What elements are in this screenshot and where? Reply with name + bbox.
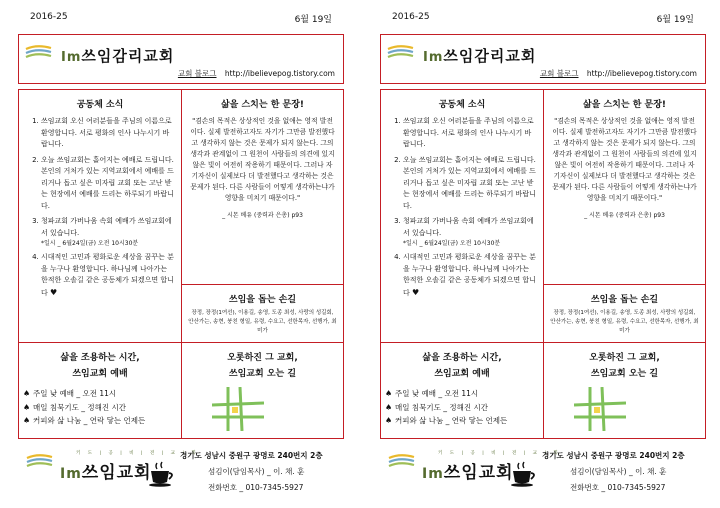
issue-number: 2016-25 xyxy=(392,12,430,22)
header-box xyxy=(380,34,706,84)
sentence-quote: "겸손의 목적은 상상적인 것을 없애는 영적 발전이다. 실제 발전하고자도 자기가 그만큼 발전했다고 생각하지 않는 것은 문제가 되지 않는다. 그의 생각과 관계없이 그 원천이 사람들의 의견에 있지 않은 빛이 여전히 작용하기 때문이다. 그러나 자기자신이 실제보다 더 발전했다고 생각하는 것은 문제가 된다. 다른 사람들이 어떻게 생각하는냐가 영향을 미치기 때문이다." xyxy=(552,117,697,202)
news-item: 4. 시대적인 고민과 평화로운 세상을 꿈꾸는 분을 누구나 환영합니다. 하나님께 나아가는 한적한 오솔길 같은 공동체가 되겠으면 합니다 ♥ xyxy=(403,252,537,299)
sentence-source: _ 시몬 베유 (중력과 은총) p93 xyxy=(584,212,665,219)
top-line xyxy=(362,12,712,26)
news-item: 3. 청파교회 가버나움 속회 예배가 쓰임교회에서 있습니다. *일시 _ 6월24일(금) 오전 10시30분 xyxy=(41,216,175,248)
church-address: 경기도 성남시 중원구 광명로 240번지 2층 xyxy=(542,451,685,460)
blog-line xyxy=(540,68,697,79)
schedule-item: ♠ 주일 낮 예배 _ 오전 11시 xyxy=(385,387,543,401)
sentence-box xyxy=(181,89,344,285)
bulletin-page-left xyxy=(0,0,350,508)
news-item: 4. 시대적인 고민과 평화로운 세상을 꿈꾸는 분을 누구나 환영합니다. 하나님께 나아가는 한적한 오솔길 같은 공동체가 되겠으면 합니다 ♥ xyxy=(41,252,175,299)
schedule-item: ♠ 매일 침묵기도 _ 정해진 시간 xyxy=(385,401,543,415)
helpers-box xyxy=(543,284,706,343)
news-item: 2. 오늘 쓰임교회는 흩어지는 예배로 드립니다. 본인의 거처가 있는 지역교회에서 예배를 드리거나 돕고 싶은 미자립 교회 또는 고난 받는 현장에서 예배를 드리는 하루되기 바랍니다. xyxy=(41,155,175,213)
spade-icon: ♠ xyxy=(23,389,31,398)
heart-icon: ♥ xyxy=(412,287,420,297)
spade-icon: ♠ xyxy=(23,416,31,425)
schedule-item: ♠ 커피와 삶 나눔 _ 연락 닿는 언제든 xyxy=(385,414,543,428)
blog-line xyxy=(178,68,335,79)
directions-subtitle: 쓰임교회 오는 길 xyxy=(590,369,659,379)
coffee-cup-icon xyxy=(148,460,176,488)
header-box xyxy=(18,34,344,84)
title-im: Im xyxy=(61,50,82,65)
news-title: 공동체 소식 xyxy=(438,100,486,110)
news-item-sub: *일시 _ 6월24일(금) 오전 10시30분 xyxy=(403,240,501,247)
coffee-cup-icon xyxy=(510,460,538,488)
issue-date: 6월 19일 xyxy=(656,15,694,25)
pastor-name: 섬김이(담임목사) _ 이. 채. 훈 xyxy=(570,467,667,476)
blog-label: 교회 블로그 xyxy=(177,69,217,78)
map-icon xyxy=(574,387,626,431)
spade-icon: ♠ xyxy=(385,402,393,412)
news-list xyxy=(381,116,543,299)
worship-title: 삶을 조용하는 시간, xyxy=(422,353,502,363)
top-line xyxy=(0,12,350,26)
worship-title: 삶을 조용하는 시간, xyxy=(60,353,140,363)
schedule-item: ♠ 매일 침묵기도 _ 정해진 시간 xyxy=(23,401,181,415)
footer-logo-icon xyxy=(26,452,60,472)
news-item-sub: *일시 _ 6월24일(금) 오전 10시30분 xyxy=(41,240,139,247)
helpers-names: 장정, 장정(1여선), 이용길, 송영, 도종 최성, 사랑의 성길회, 안산가는, 송현, 붕친 형일, 유령, 수요고, 선한목자, 선행가, 최미가 xyxy=(188,310,337,334)
sentence-title: 삶을 스치는 한 문장! xyxy=(220,100,305,110)
worship-box xyxy=(18,342,182,439)
directions-title: 오롯하진 그 교회, xyxy=(227,353,298,363)
schedule-item: ♠ 주일 낮 예배 _ 오전 11시 xyxy=(23,387,181,401)
news-title: 공동체 소식 xyxy=(76,100,124,110)
news-item: 3. 청파교회 가버나움 속회 예배가 쓰임교회에서 있습니다. *일시 _ 6월24일(금) 오전 10시30분 xyxy=(403,216,537,248)
spade-icon: ♠ xyxy=(23,402,31,412)
directions-box xyxy=(543,342,706,439)
phone-number: 전화번호 _ 010-7345-5927 xyxy=(570,483,666,492)
blog-url[interactable]: http://ibelievepog.tistory.com xyxy=(224,69,335,78)
news-item: 1. 쓰임교회 오신 여러분들을 주님의 이름으로 환영합니다. 서로 평화의 인사 나누시기 바랍니다. xyxy=(41,116,175,151)
news-box xyxy=(380,89,544,343)
worship-subtitle: 쓰임교회 예배 xyxy=(434,369,490,379)
phone-number: 전화번호 _ 010-7345-5927 xyxy=(208,483,304,492)
church-title xyxy=(61,45,174,66)
church-logo-icon xyxy=(387,43,423,63)
issue-number: 2016-25 xyxy=(30,12,68,22)
sentence-title: 삶을 스치는 한 문장! xyxy=(582,100,667,110)
footer xyxy=(380,444,706,504)
bulletin-page-right xyxy=(362,0,712,508)
helpers-title: 쓰임을 돕는 손길 xyxy=(228,295,297,305)
sentence-source: _ 시몬 베유 (중력과 은총) p93 xyxy=(222,212,303,219)
directions-box xyxy=(181,342,344,439)
issue-date: 6월 19일 xyxy=(294,15,332,25)
heart-icon: ♥ xyxy=(50,287,58,297)
worship-box xyxy=(380,342,544,439)
blog-label: 교회 블로그 xyxy=(539,69,579,78)
news-list xyxy=(19,116,181,299)
pastor-name: 섬김이(담임목사) _ 이. 채. 훈 xyxy=(208,467,305,476)
worship-subtitle: 쓰임교회 예배 xyxy=(72,369,128,379)
title-name: 쓰임감리교회 xyxy=(81,47,175,65)
spade-icon: ♠ xyxy=(385,389,393,398)
worship-schedule xyxy=(23,387,181,428)
footer-church-name: Im쓰임교회 xyxy=(60,463,152,483)
helpers-names: 장정, 장정(1여선), 이용길, 송영, 도종 최성, 사랑의 성길회, 안산가는, 송현, 붕친 형일, 유령, 수요고, 선한목자, 선행가, 최미가 xyxy=(550,310,699,334)
directions-title: 오롯하진 그 교회, xyxy=(589,353,660,363)
news-item: 2. 오늘 쓰임교회는 흩어지는 예배로 드립니다. 본인의 거처가 있는 지역교회에서 예배를 드리거나 돕고 싶은 미자립 교회 또는 고난 받는 현장에서 예배를 드리는 하루되기 바랍니다. xyxy=(403,155,537,213)
sentence-box xyxy=(543,89,706,285)
news-box xyxy=(18,89,182,343)
spade-icon: ♠ xyxy=(385,416,393,425)
sentence-quote: "겸손의 목적은 상상적인 것을 없애는 영적 발전이다. 실제 발전하고자도 자기가 그만큼 발전했다고 생각하지 않는 것은 문제가 되지 않는다. 그의 생각과 관계없이 그 원천이 사람들의 의견에 있지 않은 빛이 여전히 작용하기 때문이다. 그러나 자기자신이 실제보다 더 발전했다고 생각하는 것은 문제가 된다. 다른 사람들이 어떻게 생각하는냐가 영향을 미치기 때문이다." xyxy=(190,117,335,202)
schedule-item: ♠ 커피와 삶 나눔 _ 연락 닿는 언제든 xyxy=(23,414,181,428)
footer-church-name: Im쓰임교회 xyxy=(422,463,514,483)
footer-logo-icon xyxy=(388,452,422,472)
church-logo-icon xyxy=(25,43,61,63)
church-title: Im쓰임감리교회 xyxy=(423,47,537,65)
blog-url[interactable]: http://ibelievepog.tistory.com xyxy=(586,69,697,78)
map-icon xyxy=(212,387,264,431)
worship-schedule xyxy=(385,387,543,428)
footer-tagline: 키 도 | 공 | 비 | 전 | 교 | 회 xyxy=(76,451,199,456)
footer xyxy=(18,444,344,504)
directions-subtitle: 쓰임교회 오는 길 xyxy=(228,369,297,379)
helpers-title: 쓰임을 돕는 손길 xyxy=(590,295,659,305)
footer-tagline: 키 도 | 공 | 비 | 전 | 교 | 회 xyxy=(438,451,561,456)
helpers-box xyxy=(181,284,344,343)
church-address: 경기도 성남시 중원구 광명로 240번지 2층 xyxy=(180,451,323,460)
news-item: 1. 쓰임교회 오신 여러분들을 주님의 이름으로 환영합니다. 서로 평화의 인사 나누시기 바랍니다. xyxy=(403,116,537,151)
